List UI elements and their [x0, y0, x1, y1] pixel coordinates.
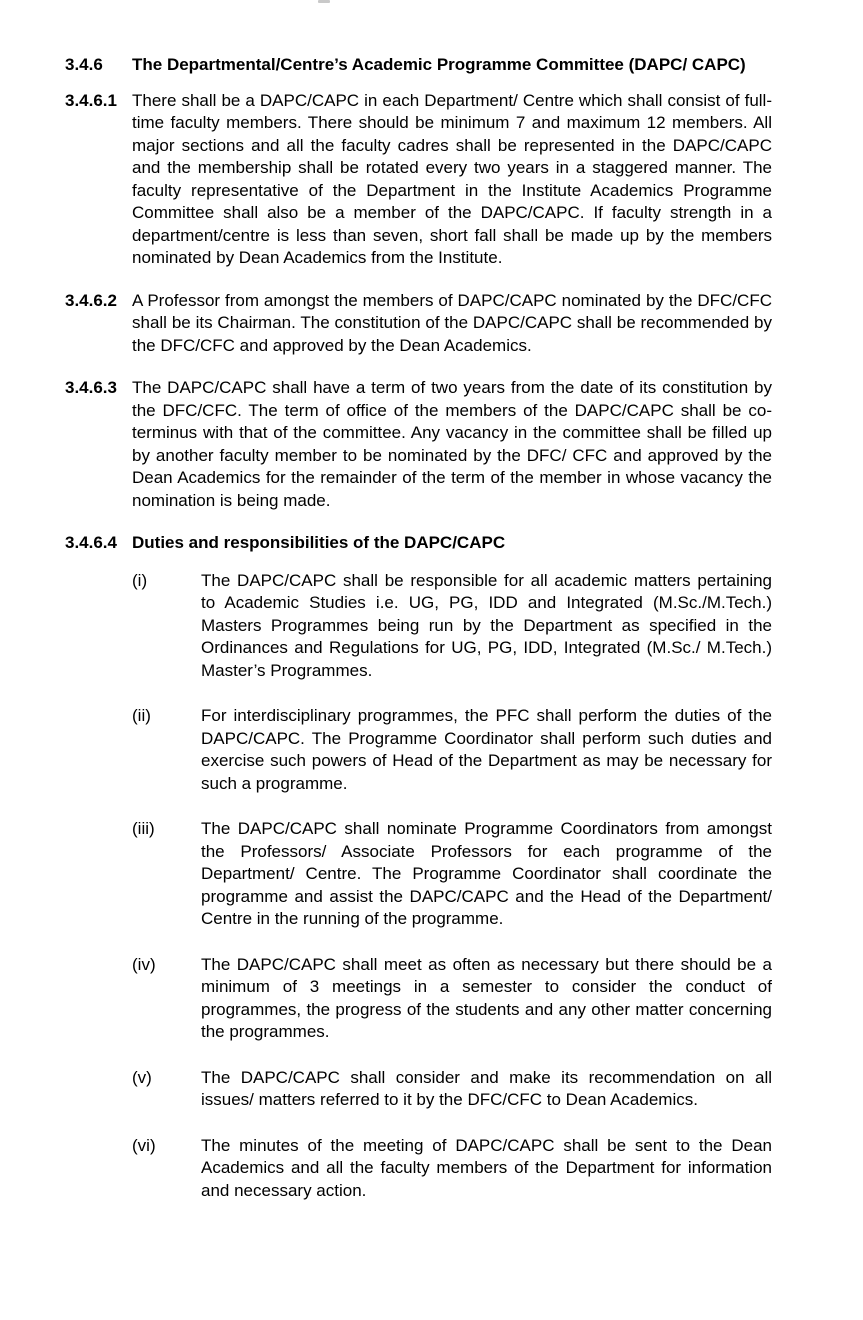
- section-heading: The Departmental/Centre’s Academic Programme Committee (DAPC/ CAPC): [132, 55, 746, 74]
- list-item-text: The DAPC/CAPC shall meet as often as necessary but there should be a minimum of 3 meetings in a semester to consider the conduct of programmes, the progress of the students and any other matter concerning the programmes.: [201, 954, 772, 1041]
- section-3-4-6-3: [65, 377, 772, 512]
- list-item-text: The minutes of the meeting of DAPC/CAPC shall be sent to the Dean Academics and all the faculty members of the Department for information and necessary action.: [201, 1135, 772, 1200]
- list-item-label: (ii): [132, 706, 151, 725]
- list-item-text: The DAPC/CAPC shall nominate Programme Coordinators from amongst the Professors/ Associate Professors for each programme of the Department/ Centre. The Programme Coordinator shall coordinate the programme and assist the DAPC/CAPC and the Head of the Department/ Centre in the running of the programme.: [201, 819, 772, 928]
- list-item-i: [132, 570, 772, 683]
- duties-list: [132, 570, 772, 1203]
- section-number: 3.4.6.4: [65, 533, 117, 552]
- section-3-4-6-2: [65, 290, 772, 358]
- list-item-label: (v): [132, 1067, 152, 1087]
- section-number: 3.4.6.3: [65, 378, 117, 397]
- list-item-label: (iv): [132, 954, 156, 974]
- list-item-text: The DAPC/CAPC shall consider and make its recommendation on all issues/ matters referred to it by the DFC/CFC to Dean Academics.: [201, 1067, 772, 1109]
- scan-artifact: [318, 0, 330, 3]
- list-item-iv: [132, 954, 772, 1044]
- section-3-4-6: [65, 54, 772, 77]
- section-3-4-6-1: [65, 90, 772, 270]
- list-item-label: (iii): [132, 819, 155, 838]
- list-item-v: [132, 1067, 772, 1112]
- section-text: There shall be a DAPC/CAPC in each Department/ Centre which shall consist of full-time faculty members. There should be minimum 7 and maximum 12 members. All major sections and all the faculty cadres shall be represented in the DAPC/CAPC and the membership shall be rotated every two years in a staggered manner. The faculty representative of the Department in the Institute Academics Programme Committee shall also be a member of the DAPC/CAPC. If faculty strength in a department/centre is less than seven, short fall shall be made up by the members nominated by Dean Academics from the Institute.: [132, 90, 772, 267]
- list-item-vi: [132, 1135, 772, 1203]
- list-item-label: (i): [132, 570, 148, 590]
- list-item-ii: [132, 705, 772, 795]
- list-item-label: (vi): [132, 1135, 156, 1155]
- section-number: 3.4.6.1: [65, 90, 117, 110]
- section-text: The DAPC/CAPC shall have a term of two years from the date of its constitution by the DFC/CFC. The term of office of the members of the DAPC/CAPC shall be co-terminus with that of the committee. Any vacancy in the committee shall be filled up by another faculty member to be nominated by the DFC/ CFC and approved by the Dean Academics for the remainder of the term of the member in whose vacancy the nomination is being made.: [132, 378, 772, 510]
- page-content: [65, 54, 772, 1202]
- section-3-4-6-4: [65, 532, 772, 555]
- section-number: 3.4.6.2: [65, 290, 117, 310]
- section-number: 3.4.6: [65, 55, 103, 74]
- list-item-text: The DAPC/CAPC shall be responsible for all academic matters pertaining to Academic Studies i.e. UG, PG, IDD and Integrated (M.Sc./M.Tech.) Masters Programmes being run by the Department as specified in the Ordinances and Regulations for UG, PG, IDD, Integrated (M.Sc./ M.Tech.) Master’s Programmes.: [201, 570, 772, 680]
- list-item-text: For interdisciplinary programmes, the PFC shall perform the duties of the DAPC/CAPC. The Programme Coordinator shall perform such duties and exercise such powers of Head of the Department as may be necessary for such a programme.: [201, 706, 772, 793]
- section-text: A Professor from amongst the members of DAPC/CAPC nominated by the DFC/CFC shall be its Chairman. The constitution of the DAPC/CAPC shall be recommended by the DFC/CFC and approved by the Dean Academics.: [132, 290, 772, 355]
- section-heading: Duties and responsibilities of the DAPC/CAPC: [132, 533, 506, 552]
- list-item-iii: [132, 818, 772, 931]
